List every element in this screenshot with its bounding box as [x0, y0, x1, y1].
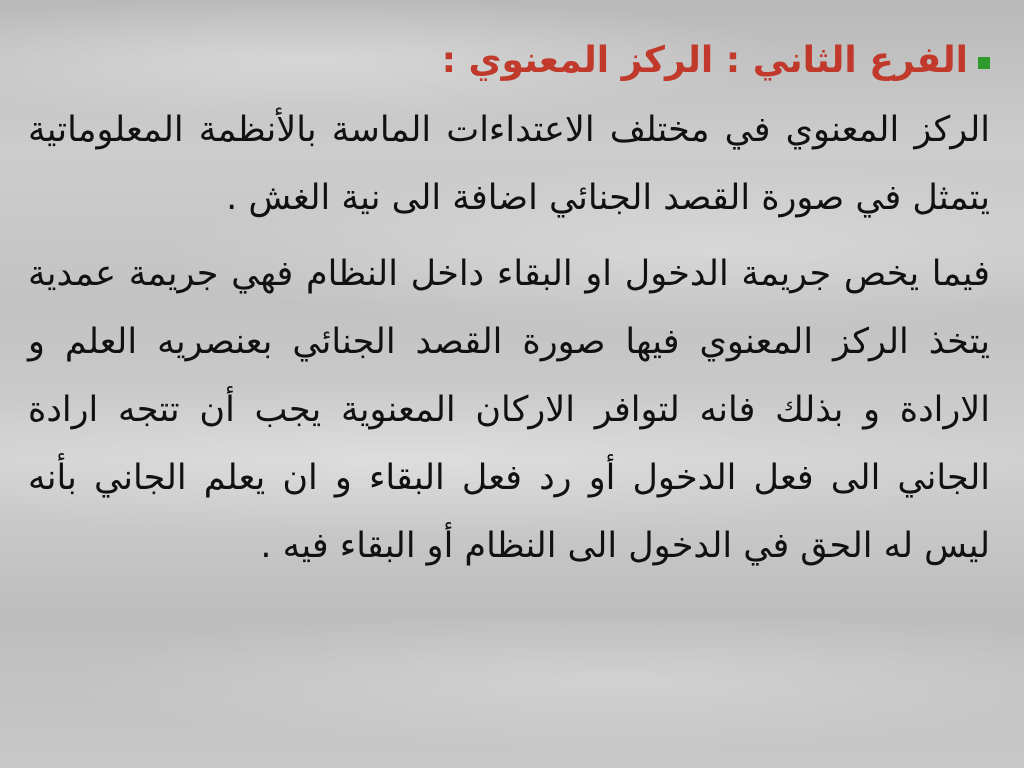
- section-heading: الفرع الثاني : الركز المعنوي :: [441, 40, 968, 81]
- square-bullet-icon: [978, 57, 990, 69]
- slide-content: [28, 30, 990, 750]
- paragraph-1: الركز المعنوي في مختلف الاعتداءات الماسة بالأنظمة المعلوماتية يتمثل في صورة القصد الجنائي اضافة الى نية الغش .: [28, 110, 990, 218]
- paragraph-2: فيما يخص جريمة الدخول او البقاء داخل النظام فهي جريمة عمدية يتخذ الركز المعنوي فيها صورة القصد الجنائي بعنصريه العلم و الارادة و بذلك فانه لتوافر الاركان المعنوية يجب أن تتجه ارادة الجاني الى فعل الدخول أو رد فعل البقاء و ان يعلم الجاني بأنه ليس له الحق في الدخول الى النظام أو البقاء فيه .: [28, 254, 990, 566]
- heading-row: [28, 30, 990, 92]
